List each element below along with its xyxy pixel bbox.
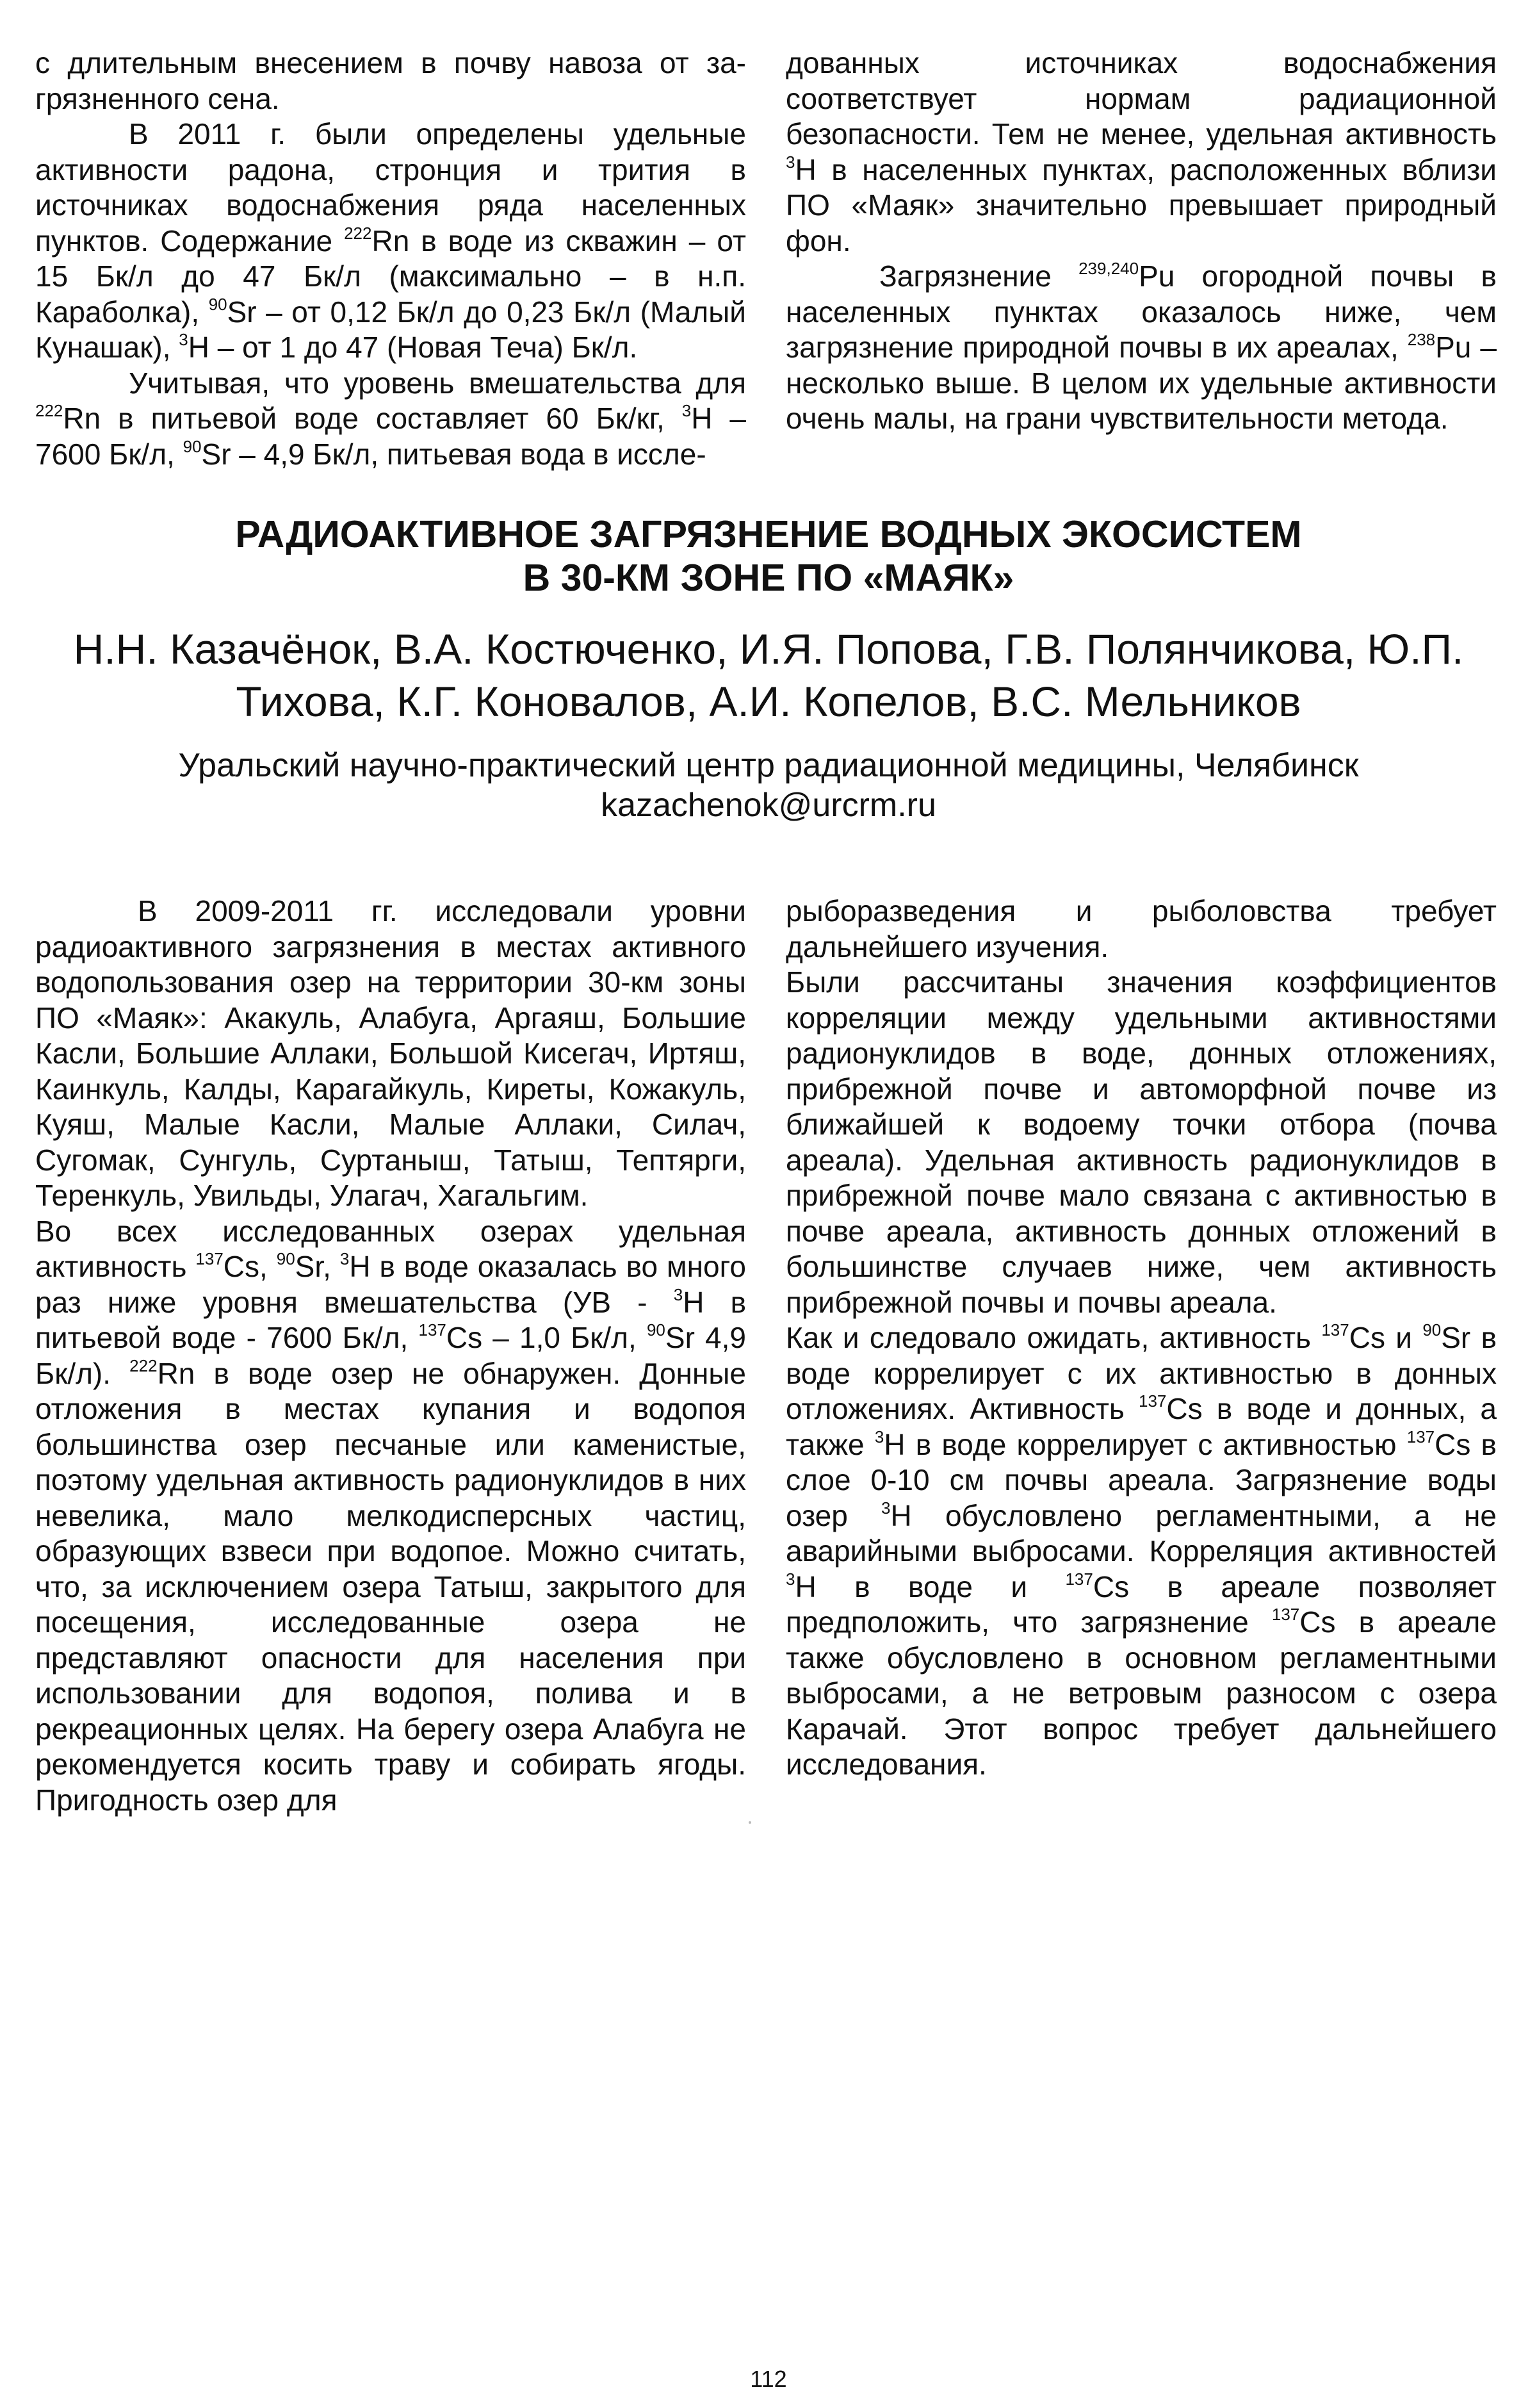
paragraph: Как и следовало ожидать, активность $^{137}$Cs и $^{90}$Sr в воде коррелирует с их активностью в донных отложениях. Активность $^{137}$Cs в воде и донных, а также $^3$Н в воде коррелирует с активностью $^{137}$Cs в слое 0-10 см почвы ареала. Загрязнение воды озер $^3$Н обусловлено регламентными, а не аварийными выбросами. Корреляция активностей $^3$Н в воде и $^{137}$Cs в ареале позволяет предположить, что загрязнение $^{137}$Cs в ареале также обусловлено в основном регламентными выбросами, а не ветровым разносом с озера Карачай. Этот вопрос требует дальнейшего исследования. [786,1320,1497,1781]
author-email: kazachenok@urcrm.ru [601,787,936,824]
paragraph: В 2011 г. были определены удельные активности радона, стронция и трития в источниках водоснабжения ряда населенных пунктов. Содержание $^{222}$Rn в воде из скважин – от 15 Бк/л до 47 Бк/л (максимально – в н.п. Караболка), $^{90}$Sr – от 0,12 Бк/л до 0,23 Бк/л (Малый Кунашак), $^3$Н – от 1 до 47 (Новая Теча) Бк/л. [35,117,746,364]
paragraph: Загрязнение $^{239,240}$Pu огородной почвы в населенных пунктах оказалось ниже, чем загрязнение природной почвы в их ареалах, $^{238}$Pu – несколько выше. В целом их удельные активности очень малы, на грани чувствительности метода. [786,259,1497,435]
paragraph: Учитывая, что уровень вмешательства для $^{222}$Rn в питьевой воде составляет 60 Бк/кг, $^3$Н – 7600 Бк/л, $^{90}$Sr – 4,9 Бк/л, питьевая вода в иссле- [35,366,746,471]
authors-line: Тихова, К.Г. Коновалов, А.И. Копелов, В.С. Мельников [236,678,1301,725]
article-title-line: В 30-КМ ЗОНЕ ПО «МАЯК» [523,557,1014,599]
scan-speck [749,1821,751,1824]
authors-line: Н.Н. Казачёнок, В.А. Костюченко, И.Я. Попова, Г.В. Полянчикова, Ю.П. [73,625,1464,673]
prev-article-right-column [786,45,1497,437]
paragraph: Были рассчитаны значения коэффициентов корреляции между удельными активностями радионуклидов в воде, донных отложениях, прибрежной почве и автоморфной почве из ближайшей к водоему точки отбора (почва ареала). Удельная активность радионуклидов в прибрежной почве мало связана с активностью в почве ареала, активность донных отложений в большинстве случаев ниже, чем активность прибрежной почвы и почвы ареала. [786,965,1497,1319]
article-authors [0,623,1537,728]
paragraph: рыборазведения и рыболовства требует дальнейшего изучения. [786,894,1497,963]
paragraph: дованных источниках водоснабжения соответствует нормам радиационной безопасности. Тем не менее, удельная активность $^3$Н в населенных пунктах, расположенных вблизи ПО «Маяк» значительно превышает природный фон. [786,46,1497,258]
prev-article-left-column [35,45,746,472]
paragraph: Во всех исследованных озерах удельная активность $^{137}$Cs, $^{90}$Sr, $^3$Н в воде оказалась во много раз ниже уровня вмешательства (УВ - $^3$Н в питьевой воде - 7600 Бк/л, $^{137}$Cs – 1,0 Бк/л, $^{90}$Sr 4,9 Бк/л). $^{222}$Rn в воде озер не обнаружен. Донные отложения в местах купания и водопоя большинства озер песчаные или каменистые, поэтому удельная активность радионуклидов в них невелика, мало мелкодисперсных частиц, образующих взвеси при водопое. Можно считать, что, за исключением озера Татыш, закрытого для посещения, исследованные озера не представляют опасности для населения при использовании для водопоя, полива и в рекреационных целях. На берегу озера Алабуга не рекомендуется косить траву и собирать ягоды. Пригодность озер для [35,1214,747,1817]
article-affiliation [0,746,1537,825]
article-title [0,512,1537,600]
article-title-line: РАДИОАКТИВНОЕ ЗАГРЯЗНЕНИЕ ВОДНЫХ ЭКОСИСТЕМ [235,513,1302,555]
affiliation-text: Уральский научно-практический центр радиационной медицины, Челябинск [178,747,1359,784]
paragraph: В 2009-2011 гг. исследовали уровни радиоактивного загрязнения в местах активного водопользования озер на территории 30-км зоны ПО «Маяк»: Акакуль, Алабуга, Аргаяш, Большие Касли, Большие Аллаки, Большой Кисегач, Иртяш, Каинкуль, Калды, Карагайкуль, Киреты, Кожакуль, Куяш, Малые Касли, Малые Аллаки, Силач, Сугомак, Сунгуль, Суртаныш, Татыш, Тептярги, Теренкуль, Увильды, Улагач, Хагальгим. [35,894,746,1212]
page-number: 112 [750,2366,787,2392]
paragraph: с длительным внесением в почву навоза от за-грязненного сена. [35,46,746,115]
article-right-column [786,894,1497,1783]
article-left-column [35,894,746,1818]
